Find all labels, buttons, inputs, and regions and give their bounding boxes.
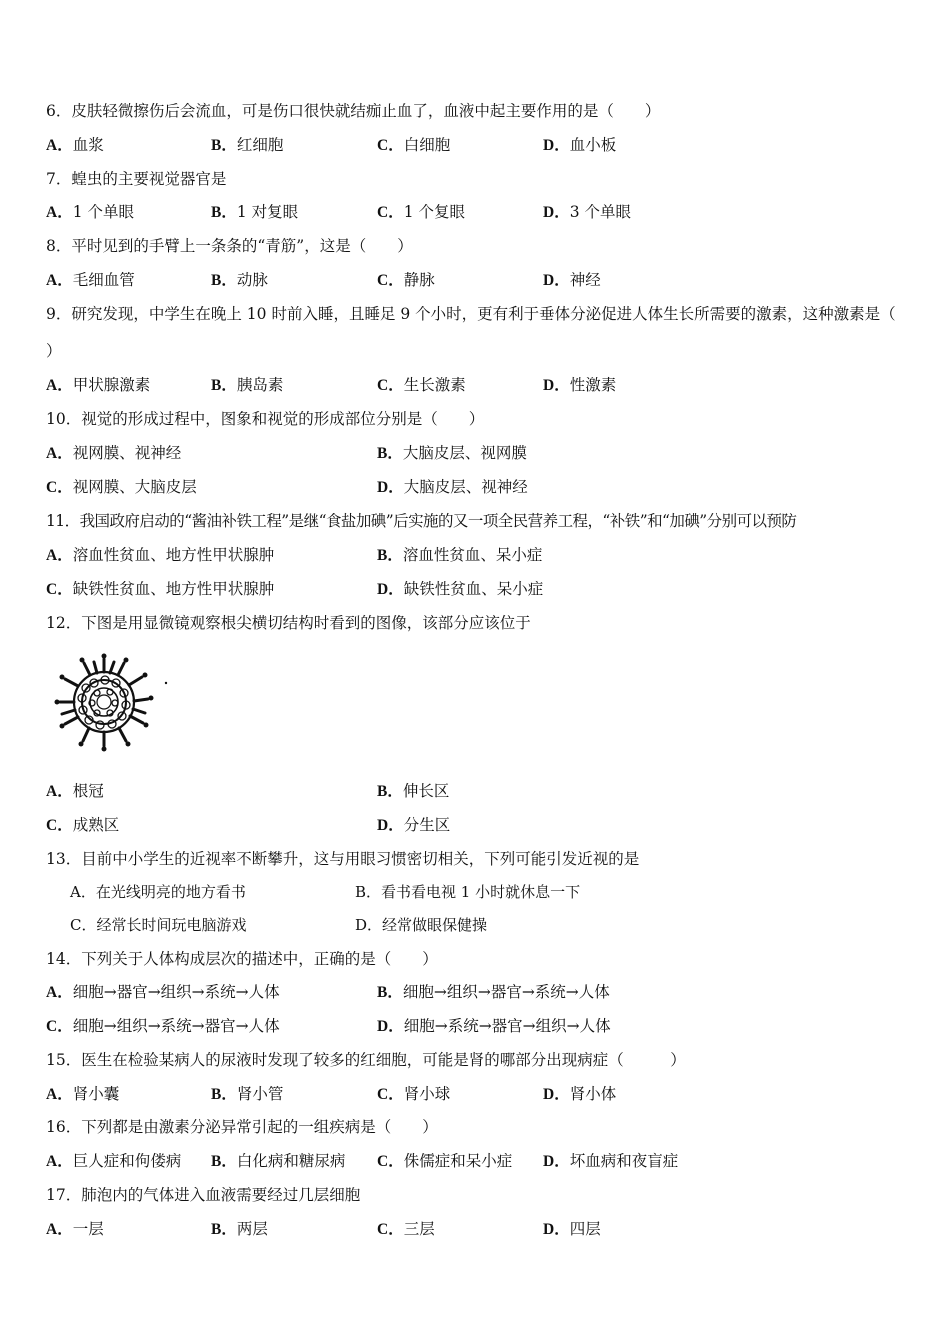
option-d[interactable]: D．分生区 bbox=[377, 816, 451, 834]
option-c[interactable]: C．经常长时间玩电脑游戏 bbox=[70, 916, 247, 934]
option-b[interactable]: B．动脉 bbox=[211, 271, 268, 289]
option-a[interactable]: A．血浆 bbox=[46, 136, 104, 154]
option-b[interactable]: B．1 对复眼 bbox=[211, 203, 299, 221]
option-a[interactable]: A．毛细血管 bbox=[46, 271, 135, 289]
option-b[interactable]: B．细胞→组织→器官→系统→人体 bbox=[377, 983, 610, 1001]
question-14: 14．下列关于人体构成层次的描述中，正确的是（ ） bbox=[46, 950, 438, 968]
option-c[interactable]: C．三层 bbox=[377, 1220, 435, 1238]
option-a[interactable]: A．肾小囊 bbox=[46, 1085, 120, 1103]
option-c[interactable]: C．视网膜、大脑皮层 bbox=[46, 478, 197, 496]
option-d[interactable]: D．缺铁性贫血、呆小症 bbox=[377, 580, 544, 598]
option-a[interactable]: A．甲状腺激素 bbox=[46, 376, 151, 394]
option-b[interactable]: B．红细胞 bbox=[211, 136, 284, 154]
question-6: 6．皮肤轻微擦伤后会流血，可是伤口很快就结痂止血了，血液中起主要作用的是（ ） bbox=[46, 102, 661, 120]
question-12: 12．下图是用显微镜观察根尖横切结构时看到的图像，该部分应该位于 bbox=[46, 614, 531, 632]
option-a[interactable]: A．一层 bbox=[46, 1220, 104, 1238]
option-d[interactable]: D．血小板 bbox=[543, 136, 617, 154]
option-a[interactable]: A．1 个单眼 bbox=[46, 203, 134, 221]
option-b[interactable]: B．溶血性贫血、呆小症 bbox=[377, 546, 543, 564]
option-a[interactable]: A．视网膜、视神经 bbox=[46, 444, 182, 462]
option-d[interactable]: D．经常做眼保健操 bbox=[355, 916, 488, 934]
option-c[interactable]: C．细胞→组织→系统→器官→人体 bbox=[46, 1017, 280, 1035]
option-c[interactable]: C．缺铁性贫血、地方性甲状腺肿 bbox=[46, 580, 275, 598]
option-d[interactable]: D．肾小体 bbox=[543, 1085, 617, 1103]
question-16: 16．下列都是由激素分泌异常引起的一组疾病是（ ） bbox=[46, 1118, 438, 1136]
option-c[interactable]: C．侏儒症和呆小症 bbox=[377, 1152, 513, 1170]
option-a[interactable]: A．细胞→器官→组织→系统→人体 bbox=[46, 983, 280, 1001]
option-d[interactable]: D．大脑皮层、视神经 bbox=[377, 478, 528, 496]
option-c[interactable]: C．肾小球 bbox=[377, 1085, 451, 1103]
question-10: 10．视觉的形成过程中，图象和视觉的形成部位分别是（ ） bbox=[46, 410, 485, 428]
option-a[interactable]: A．根冠 bbox=[46, 782, 104, 800]
question-15: 15．医生在检验某病人的尿液时发现了较多的红细胞，可能是肾的哪部分出现病症（ ） bbox=[46, 1051, 686, 1069]
root-cross-section-figure bbox=[50, 653, 174, 757]
option-c[interactable]: C．白细胞 bbox=[377, 136, 451, 154]
option-b[interactable]: B．两层 bbox=[211, 1220, 268, 1238]
option-b[interactable]: B．白化病和糖尿病 bbox=[211, 1152, 346, 1170]
question-17: 17．肺泡内的气体进入血液需要经过几层细胞 bbox=[46, 1186, 361, 1204]
option-a[interactable]: A．在光线明亮的地方看书 bbox=[70, 883, 246, 901]
option-d[interactable]: D．细胞→系统→器官→组织→人体 bbox=[377, 1017, 611, 1035]
option-b[interactable]: B．大脑皮层、视网膜 bbox=[377, 444, 527, 462]
option-d[interactable]: D．3 个单眼 bbox=[543, 203, 631, 221]
option-d[interactable]: D．神经 bbox=[543, 271, 601, 289]
option-c[interactable]: C．生长激素 bbox=[377, 376, 466, 394]
option-b[interactable]: B．胰岛素 bbox=[211, 376, 284, 394]
option-a[interactable]: A．溶血性贫血、地方性甲状腺肿 bbox=[46, 546, 275, 564]
option-b[interactable]: B．伸长区 bbox=[377, 782, 450, 800]
option-b[interactable]: B．看书看电视 1 小时就休息一下 bbox=[355, 883, 581, 901]
option-c[interactable]: C．1 个复眼 bbox=[377, 203, 465, 221]
question-9: 9．研究发现，中学生在晚上 10 时前入睡，且睡足 9 个小时，更有利于垂体分泌促进人体生长所需要的激素，这种激素是（ ） bbox=[46, 305, 896, 360]
option-d[interactable]: D．坏血病和夜盲症 bbox=[543, 1152, 679, 1170]
option-c[interactable]: C．静脉 bbox=[377, 271, 435, 289]
option-d[interactable]: D．四层 bbox=[543, 1220, 601, 1238]
option-d[interactable]: D．性激素 bbox=[543, 376, 617, 394]
question-8: 8．平时见到的手臂上一条条的“青筋”，这是（ ） bbox=[46, 237, 413, 255]
question-13: 13．目前中小学生的近视率不断攀升，这与用眼习惯密切相关，下列可能引发近视的是 bbox=[46, 850, 640, 868]
option-a[interactable]: A．巨人症和佝偻病 bbox=[46, 1152, 182, 1170]
option-c[interactable]: C．成熟区 bbox=[46, 816, 120, 834]
question-11: 11．我国政府启动的“酱油补铁工程”是继“食盐加碘”后实施的又一项全民营养工程，“补铁”和“加碘”分别可以预防 bbox=[46, 512, 797, 530]
option-b[interactable]: B．肾小管 bbox=[211, 1085, 284, 1103]
question-7: 7．蝗虫的主要视觉器官是 bbox=[46, 170, 227, 188]
